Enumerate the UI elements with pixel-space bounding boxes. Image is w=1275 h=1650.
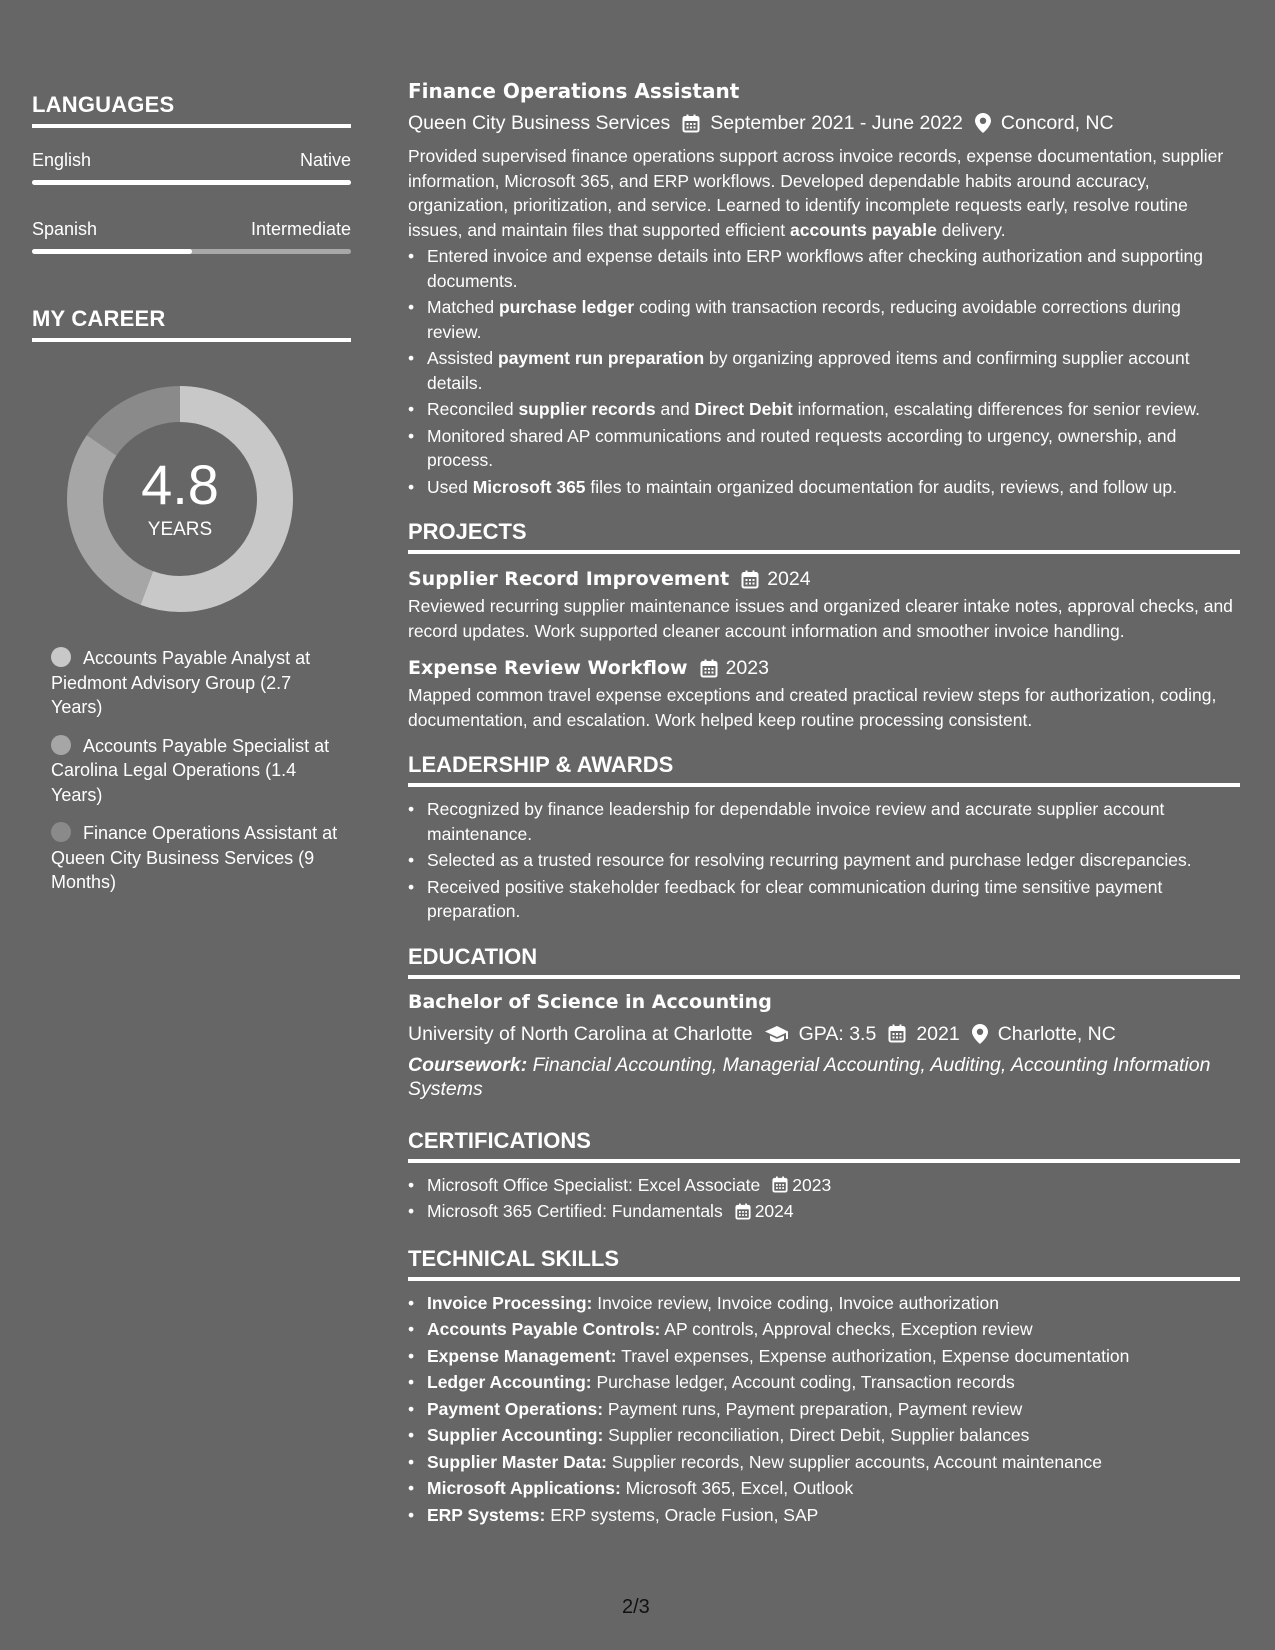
leadership-item: • Received positive stakeholder feedback for clear communication during time sensitive payment preparation. [408, 875, 1240, 924]
job-location: Concord, NC [1000, 112, 1114, 134]
language-proficiency-bar [32, 249, 351, 254]
job-title: Finance Operations Assistant [408, 79, 740, 103]
calendar-icon [700, 659, 718, 678]
certification-item [408, 1173, 1240, 1198]
skill-item: • Payment Operations: Payment runs, Payment preparation, Payment review [408, 1397, 1240, 1422]
skill-item: • Ledger Accounting: Purchase ledger, Account coding, Transaction records [408, 1370, 1240, 1395]
education-degree: Bachelor of Science in Accounting [408, 990, 772, 1013]
job-bullet: • Entered invoice and expense details into ERP workflows after checking authorization and supporting documents. [408, 244, 1240, 293]
location-pin-icon [975, 113, 991, 133]
experience-entry [408, 78, 1240, 499]
project-item [408, 655, 1240, 732]
leadership-list [408, 797, 1240, 924]
career-legend-label: Finance Operations Assistant at Queen City Business Services (9 Months) [51, 823, 338, 892]
career-donut-chart [65, 384, 295, 614]
certification-name: • Microsoft 365 Certified: Fundamentals [427, 1201, 723, 1221]
career-legend-item [51, 646, 341, 720]
skill-item: • ERP Systems: ERP systems, Oracle Fusion, SAP [408, 1503, 1240, 1528]
calendar-icon [888, 1024, 906, 1043]
language-name: Spanish [32, 219, 98, 239]
language-item [32, 219, 351, 254]
skill-item: • Expense Management: Travel expenses, Expense authorization, Expense documentation [408, 1344, 1240, 1369]
career-total-value: 4.8 [141, 453, 219, 516]
project-year: 2024 [767, 568, 811, 590]
project-description: Mapped common travel expense exceptions and created practical review steps for authorization, coding, documentation, and escalation. Work helped keep routine processing consistent. [408, 685, 1217, 730]
career-legend-item [51, 734, 341, 808]
skill-item: • Supplier Master Data: Supplier records, New supplier accounts, Account maintenance [408, 1450, 1240, 1475]
education-school: University of North Carolina at Charlotte [408, 1022, 753, 1045]
language-item [32, 150, 351, 185]
certifications-heading: CERTIFICATIONS [408, 1128, 1240, 1163]
language-proficiency-bar [32, 180, 351, 185]
main-content [408, 78, 1240, 1529]
job-bullet: • Matched purchase ledger coding with transaction records, reducing avoidable corrections during review. [408, 295, 1240, 344]
graduation-cap-icon [765, 1025, 789, 1043]
education-heading: EDUCATION [408, 944, 1240, 979]
career-legend-label: Accounts Payable Analyst at Piedmont Advisory Group (2.7 Years) [51, 648, 311, 717]
certifications-list [408, 1173, 1240, 1224]
education-coursework: Coursework: Financial Accounting, Managerial Accounting, Auditing, Accounting Information Systems [408, 1053, 1211, 1100]
career-legend-dot [51, 735, 71, 755]
leadership-item: • Selected as a trusted resource for resolving recurring payment and purchase ledger discrepancies. [408, 848, 1240, 873]
sidebar [32, 92, 351, 909]
projects-heading: PROJECTS [408, 519, 1240, 554]
languages-heading: LANGUAGES [32, 92, 351, 128]
certification-year: 2023 [792, 1174, 832, 1195]
certification-item [408, 1199, 1240, 1224]
project-title: Supplier Record Improvement [408, 568, 730, 590]
skill-item: • Accounts Payable Controls: AP controls, Approval checks, Exception review [408, 1317, 1240, 1342]
career-legend [32, 646, 351, 895]
skill-item: • Supplier Accounting: Supplier reconciliation, Direct Debit, Supplier balances [408, 1423, 1240, 1448]
career-legend-dot [51, 647, 71, 667]
education-entry [408, 989, 1240, 1102]
career-total-unit: YEARS [147, 519, 213, 540]
job-bullets [408, 244, 1240, 499]
skill-item: • Invoice Processing: Invoice review, Invoice coding, Invoice authorization [408, 1291, 1240, 1316]
project-description: Reviewed recurring supplier maintenance issues and organized clearer intake notes, approval checks, and record updates. Work supported cleaner account information and smoother invoice handling. [408, 596, 1233, 641]
certification-name: • Microsoft Office Specialist: Excel Associate [427, 1174, 761, 1195]
calendar-icon [682, 114, 700, 133]
education-location: Charlotte, NC [997, 1022, 1116, 1045]
page-number: 2/3 [622, 1596, 650, 1618]
language-level: Intermediate [250, 219, 351, 239]
job-bullet: • Assisted payment run preparation by organizing approved items and confirming supplier account details. [408, 346, 1240, 395]
career-legend-item [51, 821, 341, 895]
calendar-icon [772, 1176, 788, 1193]
job-bullet: • Reconciled supplier records and Direct Debit information, escalating differences for senior review. [408, 397, 1240, 422]
career-heading: MY CAREER [32, 306, 351, 342]
job-dates: September 2021 - June 2022 [710, 112, 963, 134]
job-meta [408, 110, 1240, 136]
job-bullet: • Monitored shared AP communications and routed requests according to urgency, ownership, and process. [408, 424, 1240, 473]
skills-heading: TECHNICAL SKILLS [408, 1246, 1240, 1281]
skills-list [408, 1291, 1240, 1528]
language-proficiency-fill [32, 249, 192, 254]
education-meta [408, 1021, 1240, 1047]
career-legend-dot [51, 822, 71, 842]
leadership-item: • Recognized by finance leadership for dependable invoice review and accurate supplier account maintenance. [408, 797, 1240, 846]
certification-year: 2024 [754, 1201, 794, 1221]
career-legend-label: Accounts Payable Specialist at Carolina Legal Operations (1.4 Years) [51, 735, 330, 805]
job-summary: Provided supervised finance operations support across invoice records, expense documentation, supplier information, Microsoft 365, and ERP workflows. Developed dependable habits around accuracy, organization, prioritization, and service. Learned to identify incomplete requests early, resolve routine issues, and maintain files that supported efficient accounts payable delivery. [408, 146, 1224, 240]
job-company: Queen City Business Services [408, 112, 671, 134]
education-gpa: GPA: 3.5 [798, 1022, 877, 1045]
project-title: Expense Review Workflow [408, 657, 688, 679]
education-year: 2021 [916, 1022, 960, 1045]
location-pin-icon [972, 1024, 988, 1044]
job-bullet: • Used Microsoft 365 files to maintain organized documentation for audits, reviews, and follow up. [408, 475, 1240, 500]
calendar-icon [741, 570, 759, 589]
project-year: 2023 [725, 657, 769, 679]
project-item [408, 566, 1240, 643]
calendar-icon [735, 1203, 751, 1220]
language-name: English [32, 150, 92, 170]
leadership-heading: LEADERSHIP & AWARDS [408, 752, 1240, 787]
skill-item: • Microsoft Applications: Microsoft 365, Excel, Outlook [408, 1476, 1240, 1501]
language-proficiency-fill [32, 180, 351, 185]
language-level: Native [299, 150, 351, 170]
